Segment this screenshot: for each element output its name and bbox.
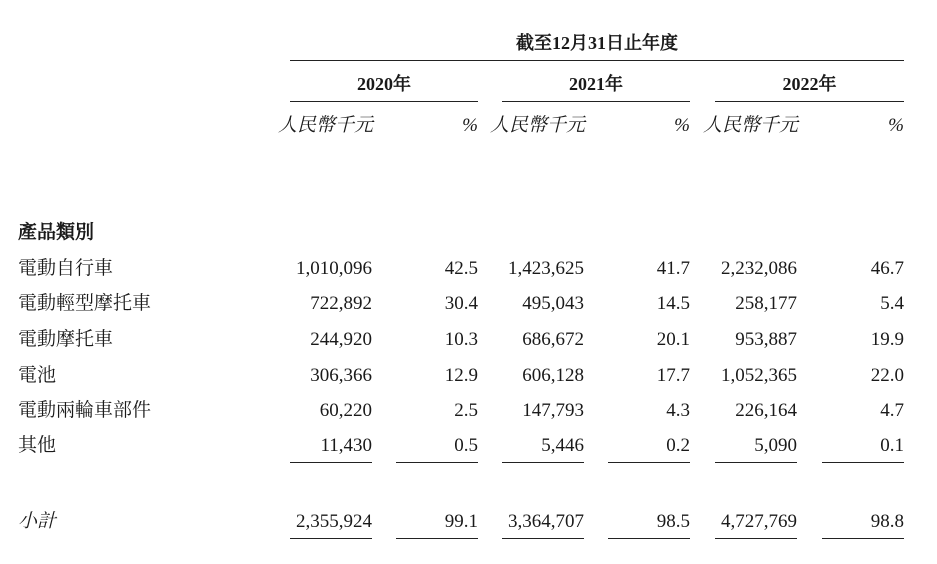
cell-2022-amount: 226,164	[735, 400, 797, 421]
cell-2022-pct: 19.9	[870, 329, 904, 350]
subtotal-rule-top	[290, 462, 372, 463]
cell-2021-pct: 4.3	[666, 400, 690, 421]
cell-2020-pct: 30.4	[444, 293, 478, 314]
year-2020-underline	[290, 101, 478, 102]
unit-amount-2021: 人民幣千元	[490, 115, 586, 136]
cell-2020-amount: 1,010,096	[296, 258, 372, 279]
subtotal-rule-top	[502, 462, 584, 463]
cell-2021-amount: 5,446	[541, 435, 584, 456]
cell-2022-amount: 5,090	[754, 435, 797, 456]
cell-2020-amount: 722,892	[310, 293, 372, 314]
cell-2022-pct: 46.7	[870, 258, 904, 279]
cell-2021-pct: 41.7	[656, 258, 690, 279]
unit-pct-2020: %	[462, 115, 478, 136]
cell-2021-amount: 686,672	[522, 329, 584, 350]
cell-2022-amount: 258,177	[735, 293, 797, 314]
cell-2021-amount: 1,423,625	[508, 258, 584, 279]
subtotal-rule-bottom	[608, 538, 690, 539]
row-label: 電動輕型摩托車	[18, 293, 152, 314]
cell-2022-amount: 2,232,086	[721, 258, 797, 279]
cell-2021-amount: 495,043	[522, 293, 584, 314]
subtotal-2021-amount: 3,364,707	[508, 511, 584, 532]
row-label: 電動兩輪車部件	[18, 400, 152, 421]
cell-2021-pct: 0.2	[666, 435, 690, 456]
cell-2022-amount: 953,887	[735, 329, 797, 350]
subtotal-rule-top	[715, 462, 797, 463]
cell-2021-pct: 14.5	[656, 293, 690, 314]
cell-2022-amount: 1,052,365	[721, 365, 797, 386]
year-2022-underline	[715, 101, 904, 102]
cell-2021-amount: 147,793	[522, 400, 584, 421]
cell-2021-amount: 606,128	[522, 365, 584, 386]
cell-2020-amount: 11,430	[320, 435, 372, 456]
year-2022-header: 2022年	[782, 74, 837, 94]
row-label: 電動摩托車	[18, 329, 114, 350]
unit-amount-2020: 人民幣千元	[278, 115, 374, 136]
subtotal-rule-bottom	[822, 538, 904, 539]
subtotal-label: 小計	[18, 511, 57, 532]
section-title: 產品類別	[18, 222, 95, 243]
subtotal-2021-pct: 98.5	[656, 511, 690, 532]
cell-2020-pct: 0.5	[454, 435, 478, 456]
cell-2020-pct: 2.5	[454, 400, 478, 421]
cell-2021-pct: 20.1	[656, 329, 690, 350]
subtotal-rule-top	[608, 462, 690, 463]
subtotal-rule-bottom	[290, 538, 372, 539]
row-label: 其他	[18, 435, 57, 456]
cell-2022-pct: 0.1	[880, 435, 904, 456]
unit-pct-2022: %	[888, 115, 904, 136]
cell-2022-pct: 5.4	[880, 293, 904, 314]
subtotal-2020-pct: 99.1	[444, 511, 478, 532]
subtotal-rule-bottom	[396, 538, 478, 539]
year-2021-header: 2021年	[569, 74, 623, 94]
row-label: 電動自行車	[18, 258, 114, 279]
cell-2022-pct: 4.7	[880, 400, 904, 421]
period-header: 截至12月31日止年度	[516, 33, 678, 53]
cell-2020-amount: 60,220	[319, 400, 372, 421]
cell-2020-pct: 12.9	[444, 365, 478, 386]
cell-2021-pct: 17.7	[656, 365, 690, 386]
unit-pct-2021: %	[674, 115, 690, 136]
subtotal-rule-bottom	[502, 538, 584, 539]
unit-amount-2022: 人民幣千元	[703, 115, 799, 136]
year-2021-underline	[502, 101, 690, 102]
period-underline	[290, 60, 904, 61]
subtotal-rule-top	[396, 462, 478, 463]
cell-2020-amount: 306,366	[310, 365, 372, 386]
cell-2022-pct: 22.0	[870, 365, 904, 386]
subtotal-rule-top	[822, 462, 904, 463]
cell-2020-pct: 10.3	[444, 329, 478, 350]
row-label: 電池	[18, 365, 57, 386]
cell-2020-amount: 244,920	[310, 329, 372, 350]
subtotal-2022-pct: 98.8	[870, 511, 904, 532]
cell-2020-pct: 42.5	[444, 258, 478, 279]
subtotal-2020-amount: 2,355,924	[296, 511, 372, 532]
subtotal-2022-amount: 4,727,769	[721, 511, 797, 532]
year-2020-header: 2020年	[357, 74, 411, 94]
subtotal-rule-bottom	[715, 538, 797, 539]
